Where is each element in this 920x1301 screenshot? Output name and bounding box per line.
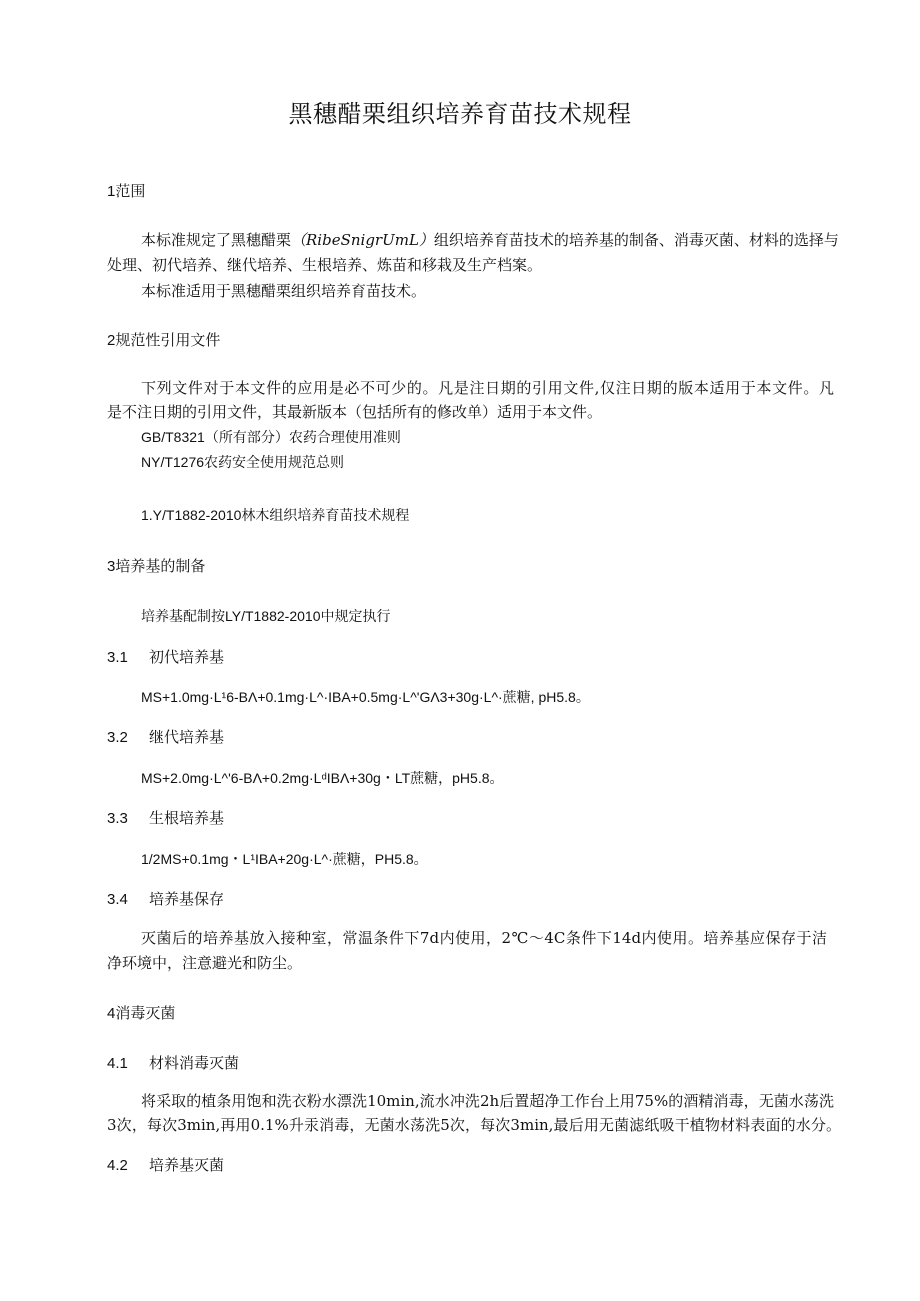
subsection-4-1-heading [107,1056,239,1071]
section-3-heading: 3培养基的制备 [107,558,206,575]
page-title: 黑穗醋栗组织培养育苗技术规程 [288,100,632,128]
section-4-heading: 4消毒灭菌 [107,1005,176,1022]
scope-text-prefix: 本标准规定了黑穗醋栗 [141,231,292,249]
subsection-title: 生根培养基 [149,810,225,827]
subsection-number: 3.4 [107,891,128,908]
subsection-4-2-heading [107,1158,224,1173]
storage-paragraph-line-2: 净环境中，注意避光和防尘。 [107,954,303,972]
subsection-title: 材料消毒灭菌 [149,1055,240,1072]
formula-3-1: MS+1.0mg·L¹6-BΛ+0.1mg·L^·IBA+0.5mg·L^'GΛ3+30g·L^·蔗糖, pH5.8。 [141,689,590,705]
section-2-paragraph-line-2: 是不注日期的引用文件，其最新版本（包括所有的修改单）适用于本文件。 [107,403,603,421]
subsection-3-4-heading [107,892,224,907]
subsection-title: 培养基灭菌 [149,1157,225,1174]
subsection-3-2-heading [107,730,224,745]
section-1-paragraph-1-line-1 [141,231,839,249]
reference-item: GB/T8321（所有部分）农药合理使用准则 [141,429,401,445]
reference-item: NY/T1276农药安全使用规范总则 [141,454,345,470]
latin-name: （RibeSnigrUmL） [291,231,434,249]
scope-text-suffix: 组织培养育苗技术的培养基的制备、消毒灭菌、材料的选择与 [433,231,839,249]
subsection-title: 初代培养基 [149,649,225,666]
subsection-number: 3.1 [107,649,128,666]
subsection-3-3-heading [107,811,224,826]
subsection-3-1-heading [107,650,224,665]
formula-3-2: MS+2.0mg·L^'6-BΛ+0.2mg·LᵈIBΛ+30g・LT蔗糖，pH5.8。 [141,770,504,786]
subsection-number: 3.2 [107,729,128,746]
section-2-paragraph-line-1: 下列文件对于本文件的应用是必不可少的。凡是注日期的引用文件,仅注日期的版本适用于本文件。凡 [141,379,834,397]
section-3-intro: 培养基配制按LY/T1882-2010中规定执行 [141,608,391,624]
section-2-heading: 2规范性引用文件 [107,332,221,349]
storage-paragraph-line-1: 灭菌后的培养基放入接种室，常温条件下7d内使用，2℃～4C条件下14d内使用。培养基应保存于洁 [141,929,827,947]
subsection-number: 3.3 [107,810,128,827]
subsection-title: 继代培养基 [149,729,225,746]
reference-item: 1.Y/T1882-2010林木组织培养育苗技术规程 [141,507,410,523]
section-1-paragraph-2: 本标准适用于黑穗醋栗组织培养育苗技术。 [141,282,427,300]
section-1-heading: 1范围 [107,183,146,200]
material-disinfection-line-1: 将采取的植条用饱和洗衣粉水漂洗10min,流水冲洗2h后置超净工作台上用75%的酒精消毒，无菌水荡洗 [141,1092,834,1110]
section-1-paragraph-1-line-2: 处理、初代培养、继代培养、生根培养、炼苗和移栽及生产档案。 [107,256,543,274]
subsection-number: 4.1 [107,1055,128,1072]
subsection-title: 培养基保存 [149,891,225,908]
formula-3-3: 1/2MS+0.1mg・L¹IBA+20g·L^·蔗糖，PH5.8。 [141,851,428,867]
material-disinfection-line-2: 3次，每次3min,再用0.1%升汞消毒，无菌水荡洗5次，每次3min,最后用无菌滤纸吸干植物材料表面的水分。 [107,1116,841,1134]
subsection-number: 4.2 [107,1157,128,1174]
